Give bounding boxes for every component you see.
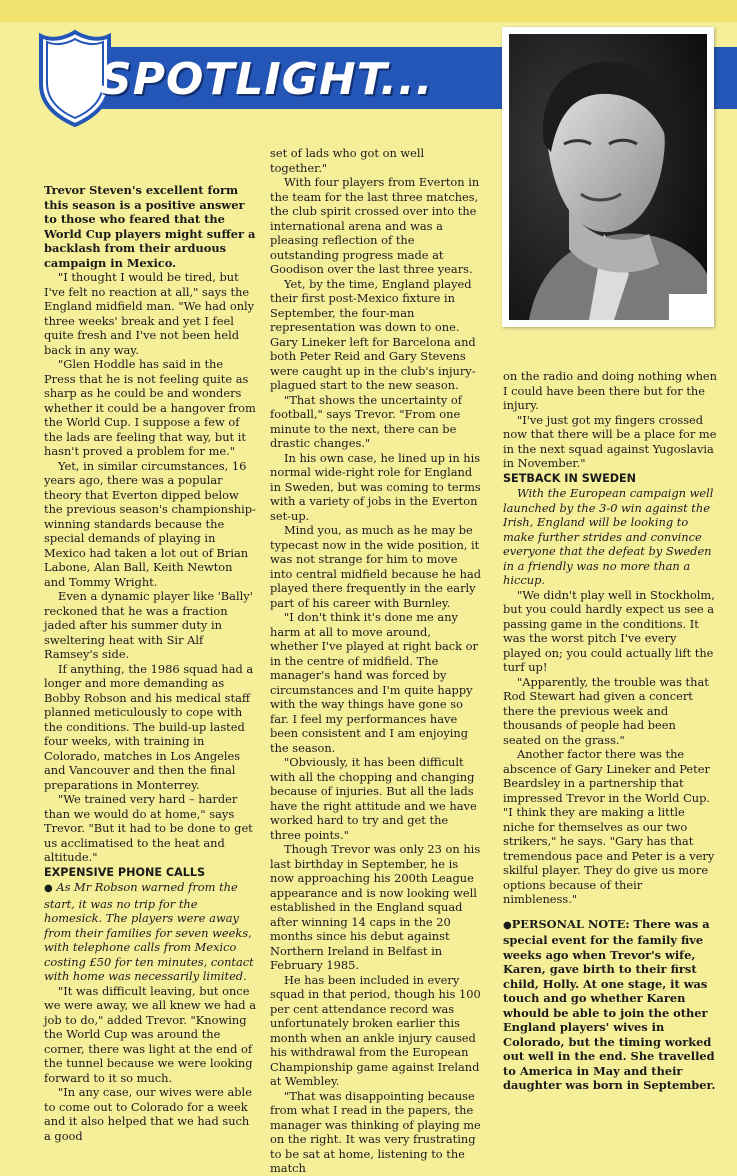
paragraph: "In any case, our wives were able to come out to Colorado for a week and it also helped that we had such a good: [44, 1085, 252, 1143]
column-1: [44, 183, 256, 1143]
bullet-icon: ●: [503, 919, 512, 931]
paragraph: In his own case, he lined up in his normal wide-right role for England in Sweden, but was coming to terms with a variety of jobs in the Everton set-up.: [270, 450, 481, 523]
paragraph: "I don't think it's done me any harm at all to move around, whether I've played at right back or in the centre of midfield. The manager's hand was forced by circumstances and I'm quite happy with the way things have gone so far. I feel my performances have been consistent and I am enjoying the season.: [270, 610, 478, 755]
paragraph: "We trained very hard – harder than we would do at home," says Trevor. "But it had to be done to get us acclimatised to the heat and altitude.": [44, 792, 253, 864]
paragraph: set of lads who got on well together.": [270, 146, 425, 175]
paragraph: "That was disappointing because from what I read in the papers, the manager was thinking of playing me on the right. It was very frustrating to be sat at home, listening to the match: [270, 1088, 481, 1175]
paragraph: "Apparently, the trouble was that Rod Stewart had given a concert there the previous week and thousands of people had been seated on the grass.": [503, 674, 709, 747]
paragraph: "Obviously, it has been difficult with all the chopping and changing because of injuries. But all the lads have the right attitude and we have worked hard to try and get the three points.": [270, 755, 477, 842]
player-portrait-image: [509, 34, 707, 320]
column-2: [270, 146, 482, 1176]
paragraph: Though Trevor was only 23 on his last birthday in September, he is now approaching his 200th League appearance and is now looking well established in the England squad after winning 14 caps in the 20 months since his debut against Northern Ireland in Belfast in February 1985.: [270, 842, 481, 972]
paragraph: "I thought I would be tired, but I've felt no reaction at all," says the England midfield man. "We had only three weeks' break and yet I feel quite fresh and I've not been held back in any way.: [44, 270, 255, 357]
paragraph: Even a dynamic player like 'Bally' reckoned that he was a fraction jaded after his summer duty in sweltering heat with Sir Alf Ramsey's side.: [44, 589, 253, 661]
personal-note: [503, 917, 717, 1093]
paragraph: "I've just got my fingers crossed now that there will be a place for me in the next squad against Yugoslavia in November.": [503, 412, 717, 470]
paragraph: on the radio and doing nothing when I could have been there but for the injury.: [503, 369, 717, 412]
personal-note-text: PERSONAL NOTE: There was a special event for the family five weeks ago when Trevor's wife, Karen, gave birth to their first child, Holly. At one stage, it was touch and go whether Karen whould be able to join the other England players' wives in Colorado, but the timing worked out well in the end. She travelled to America in May and their daughter was born in September.: [503, 916, 716, 1092]
bullet-icon: ●: [44, 883, 53, 894]
subheading-setback-in-sweden: SETBACK IN SWEDEN: [503, 471, 637, 485]
column-3: [503, 369, 717, 1093]
article-intro: Trevor Steven's excellent form this season is a positive answer to those who feared that the World Cup players might suffer a backlash from their arduous campaign in Mexico.: [44, 183, 256, 270]
top-color-strip: [0, 0, 737, 22]
section-intro: With the European campaign well launched by the 3-0 win against the Irish, England will be looking to make further strides and convince everyone that the defeat by Sweden in a friendly was no more than a hiccup.: [503, 486, 714, 587]
page-title: SPOTLIGHT...: [100, 54, 434, 105]
paragraph: Yet, in similar circumstances, 16 years ago, there was a popular theory that Everton dipped below the previous season's championship-winning standards because the special demands of playing in Mexico had taken a lot out of Brian Labone, Alan Ball, Keith Newton and Tommy Wright.: [44, 458, 256, 589]
paragraph: "We didn't play well in Stockholm, but you could hardly expect us see a passing game in the conditions. It was the worst pitch I've every played on; you could actually lift the turf up!: [503, 587, 715, 674]
bullet-paragraph: [44, 880, 256, 984]
paragraph: He has been included in every squad in that period, though his 100 per cent attendance record was unfortunately broken earlier this month when an ankle injury caused his withdrawal from the European Championship game against Ireland at Wembley.: [270, 972, 481, 1088]
paragraph: "That shows the uncertainty of football," says Trevor. "From one minute to the next, there can be drastic changes.": [270, 392, 462, 450]
paragraph: Mind you, as much as he may be typecast now in the wide position, it was not strange for him to move into central midfield because he had played there frequently in the early part of his career with Burnley.: [270, 523, 482, 610]
player-photo: [502, 27, 714, 327]
bullet-text: As Mr Robson warned from the start, it was no trip for the homesick. The players were away from their families for seven weeks, with telephone calls from Mexico costing £50 for ten minutes, contact with home was necessarily limited.: [44, 880, 254, 983]
paragraph: "It was difficult leaving, but once we were away, we all knew we had a job to do," added Trevor. "Knowing the World Cup was around the corner, there was light at the end of the tunnel because we were looking forward to it so much.: [44, 983, 257, 1085]
paragraph: If anything, the 1986 squad had a longer and more demanding as Bobby Robson and his medical staff planned meticulously to cope with the conditions. The build-up lasted four weeks, with training in Colorado, matches in Los Angeles and Vancouver and then the final preparations in Monterrey.: [44, 661, 254, 792]
paragraph: Yet, by the time, England played their first post-Mexico fixture in September, the four-man representation was down to one. Gary Lineker left for Barcelona and both Peter Reid and Gary Stevens were caught up in the club's injury-plagued start to the new season.: [270, 276, 476, 392]
paragraph: Another factor there was the abscence of Gary Lineker and Peter Beardsley in a partnership that impressed Trevor in the World Cup. "I think they are making a little niche for themselves as our two strikers," he says. "Gary has that tremendous pace and Peter is a very skilful player. They do give us more options because of their nimbleness.": [503, 747, 715, 906]
subheading-expensive-phone-calls: EXPENSIVE PHONE CALLS: [44, 865, 206, 879]
paragraph: With four players from Everton in the team for the last three matches, the club spirit crossed over into the international arena and was a pleasing reflection of the outstanding progress made at Goodison over the last three years.: [270, 175, 480, 276]
paragraph: "Glen Hoddle has said in the Press that he is not feeling quite as sharp as he could be and wonders whether it could be a hangover from the World Cup. I suppose a few of the lads are feeling that way, but it hasn't proved a problem for me.": [44, 357, 256, 458]
